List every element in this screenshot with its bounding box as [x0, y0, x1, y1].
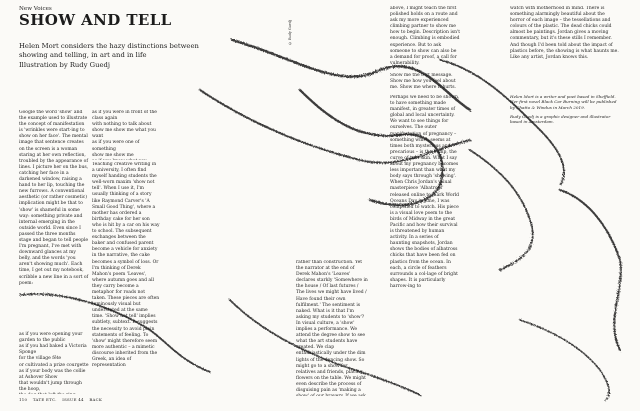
standfirst: Helen Mort considers the hazy distinctions between showing and telling, in art and in life	[19, 42, 199, 59]
poem-lines: as if you were opening your garden to the public as if you had baked a Victoria Sponge for the village fête or cultivated a prize courgette as if your body was the collie at Ashover Show that wouldn't jump through the hoop,	[19, 332, 89, 392]
magazine-name: TATE ETC.	[32, 397, 57, 402]
column-1-body: Google the word 'show' and the example used to illustrate the concept of manifestation is 'wrinkles were start-ing to show on her face'. The mental image that sentence creates on the screen is a woman staring at her own reflection, troubled by the appearance of lines. I picture her on the bus, catching her face in a darkened window, raising a hand to her lip, touching the new furrows. A conventional aesthetic (or rather cosmetic) implication might be that to 'show' is shameful in some way: something private and internal emerging in the outside world. Even since I passed the three months stage and began to tell people I'm pregnant, I've met with downward glances at my belly, and the words 'you aren't showing much'. Each time, I get out my notebook, scribble a new line in a sort of poem:	[19, 110, 89, 286]
column-4-body-continued: Perhaps we need to be shown, to have something made manifest, in greater times of global and local uncertainty. We want to see things for ourselves. The outer manifestation of pregnancy – something which seems at times both mysterious and precarious – is the bump, the curve of taut skin. What I say about my pregnancy becomes less important than what my body says through 'showing'. When Chris Jordan's visual masterpiece 'Albatross' released online to mark World Oceans Day in June, I was compelled to watch. His piece is a visual love poem to the birds of Midway in the great Pacific and how their survival is threatened by human activity. In a series of haunting snapshots, Jordan shows the bodies of albatross chicks that have been fed on plastics from the ocean. In each, a circle of feathers surrounds a col-lage of bright shapes. It is particularly harrow-ing to	[390, 95, 460, 289]
article-title: SHOW AND TELL	[19, 11, 172, 29]
column-4-poem: Show me the text message. Show me how you feel about me. Show me where it hurts.	[390, 73, 456, 91]
section-name: BACK	[89, 397, 103, 402]
author-bio: Helen Mort is a writer and poet based in Sheffield. Her first novel Black Car Burning will be published by Chatto & Windus in March 2019.	[510, 94, 617, 110]
page-number: 110	[19, 397, 28, 402]
page-footer	[19, 397, 106, 402]
ink-stroke-far-right	[560, 190, 621, 350]
issue-number: ISSUE 44	[62, 397, 84, 402]
column-2-body: Teaching creative writing in a university, I often find myself handing students the well-worn maxim 'show not tell'. When I use it, I'm usually thinking of a story like Raymond Carver's 'A Small Good Thing', where a mother has ordered a birthday cake for her son who is hit by a car on his way to school. The subsequent exchanges between the baker and confused parent become a vehicle for anxiety in the narrative, the cake becomes a symbol of loss. Or I'm thinking of Derek Mahon's poem 'Leaves', where autumn goes and all they carry become a metaphor for roads not taken. These pieces are often luminously visual but understated at the same time. 'Show not tell' implies subtlety, subtext. It suggests the necessity to avoid plain statements of feeling. To 'show' might therefore seem more authentic – a mimetic discourse inherited from the Greek, an idea of representation	[92, 162, 160, 369]
column-1-poem	[19, 326, 89, 394]
column-3-body: rather than construction. Yet the narrator at the end of Derek Mahon's 'Leaves' declares starkly 'Somewhere in the house / Of last futures / The lives we might have lived / Have found their own fulfilment.' The sentiment is naked. What is it that I'm asking my students to 'show'? In visual culture, a 'show' implies a performance. We attend the degree show to see what the art students have created. We clap enthusiastically under the dim lights of the dancing show. So might go to a show for relatives and friends, placing flowers on the table. We might even describe the process of disguising pain as 'making a	[296, 260, 368, 393]
section-kicker: New Voices	[19, 6, 52, 12]
column-2-poem: as if you were in front of the class again with nothing to talk about show me show me what you want as if you were one of something show me show me	[92, 110, 157, 158]
illustrator-bio: Rudy Guedj is a graphic designer and illustrator based in Amsterdam.	[510, 114, 611, 125]
illustration-credit: Illustration by Rudy Guedj	[19, 61, 110, 69]
ink-stroke-lower-right	[520, 320, 609, 400]
ink-stroke-right-wave	[470, 150, 533, 270]
image-credit: © Rudy Guedj	[288, 20, 292, 46]
column-5-body: watch with motherhood in mind. There is something alarmingly beautiful about the horror of each image – the tessellations and colours of the plastic. The dead chicks could almost be paintings. Jordan gives a moving commentary, but it's these stills I remember. And though I'd been told about the impact of plastics before, the showing is what haunts me. Like any artist, Jordan knows this.	[510, 6, 619, 60]
column-4-body: above, I might teach the first polished holds on a route and ask my more experienced climbing partner to show me how to begin. Description isn't enough. Climbing is embodied experience. But to ask someone to show can also be a demand for proof, a call for vulnerability.	[390, 6, 460, 66]
